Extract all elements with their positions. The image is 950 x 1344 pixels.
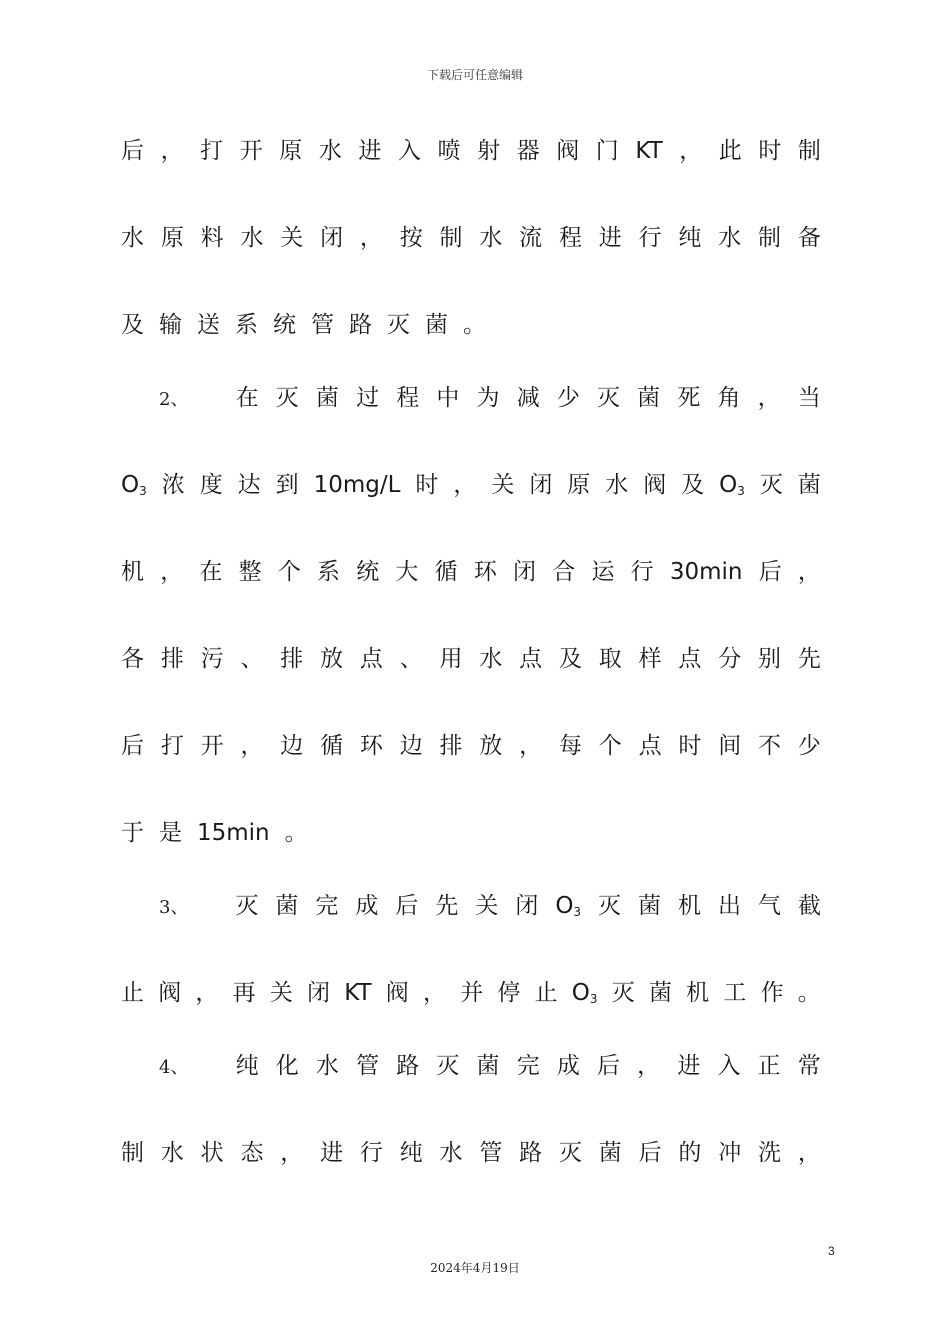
text-token: 当 bbox=[797, 385, 821, 411]
text-token: 灭 bbox=[436, 1053, 460, 1079]
text-token: 成 bbox=[355, 893, 379, 919]
text-line bbox=[121, 470, 821, 506]
text-token: ， bbox=[637, 1053, 661, 1079]
text-token: 后 bbox=[395, 893, 419, 919]
text-token: 个 bbox=[277, 559, 301, 585]
text-token: 水 bbox=[121, 225, 144, 251]
text-token: 统 bbox=[273, 312, 296, 338]
text-token: 到 bbox=[275, 472, 299, 498]
text-token: 后 bbox=[638, 1140, 662, 1166]
text-token: 先 bbox=[435, 893, 459, 919]
text-token: 原 bbox=[160, 225, 184, 251]
text-token: 后 bbox=[121, 138, 144, 164]
text-token: ， bbox=[240, 733, 264, 759]
text-token: 原 bbox=[279, 138, 303, 164]
text-token: 时 bbox=[678, 733, 702, 759]
text-token: 闭 bbox=[307, 980, 331, 1006]
text-token: ， bbox=[195, 980, 219, 1006]
text-token: 再 bbox=[232, 980, 256, 1006]
text-token: 输 bbox=[159, 312, 182, 338]
text-token: 点 bbox=[519, 646, 543, 672]
text-token: 及 bbox=[681, 472, 705, 498]
text-line bbox=[121, 731, 821, 761]
text-token: 气 bbox=[757, 893, 781, 919]
text-token: 灭 bbox=[387, 312, 410, 338]
text-token: 开 bbox=[200, 733, 224, 759]
ozone-symbol: $O_3$ bbox=[555, 893, 582, 919]
text-token: 及 bbox=[121, 312, 144, 338]
text-token: 浓 bbox=[161, 472, 185, 498]
text-token: ， bbox=[422, 980, 446, 1006]
text-token: 灭 bbox=[759, 472, 783, 498]
text-token: 个 bbox=[598, 733, 622, 759]
text-token: 并 bbox=[460, 980, 484, 1006]
text-token: 路 bbox=[349, 312, 372, 338]
text-line bbox=[121, 310, 821, 340]
text-token: 的 bbox=[678, 1140, 702, 1166]
text-token: 系 bbox=[317, 559, 341, 585]
text-token: 机 bbox=[678, 893, 702, 919]
text-token: 时 bbox=[758, 138, 782, 164]
text-token: 截 bbox=[797, 893, 821, 919]
text-token: 止 bbox=[121, 980, 144, 1006]
page-number: 3 bbox=[828, 1244, 835, 1258]
text-token: 关 bbox=[269, 980, 293, 1006]
text-token: 是 bbox=[159, 820, 182, 846]
text-token: 度 bbox=[199, 472, 223, 498]
text-token: ， bbox=[757, 385, 781, 411]
text-token: 水 bbox=[479, 646, 503, 672]
page-footer-date: 2024年4月19日 bbox=[430, 1261, 520, 1275]
text-token: 管 bbox=[479, 1140, 503, 1166]
text-token: 在 bbox=[199, 559, 223, 585]
text-token: 水 bbox=[479, 225, 503, 251]
text-token: 菌 bbox=[476, 1053, 500, 1079]
text-token: 阀 bbox=[556, 138, 580, 164]
text-token: 不 bbox=[758, 733, 781, 759]
text-token: 水 bbox=[605, 472, 629, 498]
ozone-symbol: $O_3$ bbox=[571, 980, 598, 1006]
text-token: 原 bbox=[567, 472, 591, 498]
text-token: 过 bbox=[356, 385, 380, 411]
text-token: 路 bbox=[519, 1140, 543, 1166]
text-line bbox=[121, 1138, 821, 1168]
text-token: 进 bbox=[677, 1053, 701, 1079]
text-token: ， bbox=[160, 559, 184, 585]
text-token: 正 bbox=[757, 1053, 781, 1079]
text-token: KT bbox=[344, 980, 372, 1006]
ozone-symbol: $O_3$ bbox=[719, 472, 745, 498]
text-token: 各 bbox=[121, 646, 144, 672]
text-line bbox=[121, 644, 821, 674]
text-token: 态 bbox=[240, 1140, 264, 1166]
text-token: 用 bbox=[439, 646, 463, 672]
text-line bbox=[121, 383, 821, 415]
text-token: 间 bbox=[718, 733, 742, 759]
text-token: 排 bbox=[160, 646, 184, 672]
text-token: 行 bbox=[359, 1140, 383, 1166]
text-token: 流 bbox=[519, 225, 543, 251]
text-token: 后 bbox=[121, 733, 144, 759]
text-token: 菌 bbox=[275, 893, 299, 919]
text-token: 运 bbox=[591, 559, 615, 585]
text-token: 阀 bbox=[158, 980, 182, 1006]
text-token: 射 bbox=[477, 138, 501, 164]
text-token: 纯 bbox=[399, 1140, 423, 1166]
text-token: 备 bbox=[797, 225, 821, 251]
text-token: 后 bbox=[597, 1053, 621, 1079]
text-token: ， bbox=[160, 138, 184, 164]
text-token: 灭 bbox=[597, 385, 621, 411]
text-token: ， bbox=[280, 1140, 304, 1166]
text-token: 冲 bbox=[718, 1140, 742, 1166]
text-token: 常 bbox=[797, 1053, 821, 1079]
page-header: 下载后可任意编辑 bbox=[426, 68, 523, 82]
text-token: 、 bbox=[399, 646, 423, 672]
text-token: 角 bbox=[717, 385, 741, 411]
text-token: 菌 bbox=[797, 472, 821, 498]
text-token: ， bbox=[359, 225, 383, 251]
text-token: 。 bbox=[797, 980, 821, 1006]
text-token: 少 bbox=[797, 733, 821, 759]
text-token: 污 bbox=[200, 646, 224, 672]
text-token: 环 bbox=[473, 559, 497, 585]
text-token: 点 bbox=[638, 733, 662, 759]
text-token: 制 bbox=[439, 225, 463, 251]
text-token: 此 bbox=[718, 138, 742, 164]
text-token: 减 bbox=[516, 385, 540, 411]
text-token: 程 bbox=[396, 385, 420, 411]
text-token: 先 bbox=[797, 646, 821, 672]
text-token: 排 bbox=[439, 733, 463, 759]
text-token: 关 bbox=[475, 893, 499, 919]
text-line bbox=[121, 557, 821, 587]
text-token: 进 bbox=[358, 138, 382, 164]
text-token: 送 bbox=[197, 312, 220, 338]
text-token: 进 bbox=[320, 1140, 344, 1166]
text-token: 排 bbox=[280, 646, 304, 672]
text-token: 点 bbox=[359, 646, 383, 672]
text-token: 达 bbox=[237, 472, 261, 498]
text-token: 及 bbox=[558, 646, 582, 672]
text-token: 统 bbox=[356, 559, 380, 585]
list-number: 4、 bbox=[159, 1057, 189, 1078]
text-token: 进 bbox=[598, 225, 622, 251]
text-line bbox=[121, 1051, 821, 1083]
text-token: 中 bbox=[436, 385, 460, 411]
text-token: 管 bbox=[356, 1053, 380, 1079]
text-token: 完 bbox=[315, 893, 339, 919]
text-line bbox=[121, 978, 821, 1014]
list-number: 3、 bbox=[159, 897, 189, 918]
text-token: 30min bbox=[669, 559, 743, 585]
text-token: 开 bbox=[239, 138, 263, 164]
text-token: 每 bbox=[558, 733, 582, 759]
text-token: 水 bbox=[718, 225, 742, 251]
text-token: 于 bbox=[121, 820, 144, 846]
text-line bbox=[121, 136, 821, 166]
text-token: 系 bbox=[235, 312, 258, 338]
text-token: 。 bbox=[463, 312, 486, 338]
text-token: ， bbox=[797, 1140, 821, 1166]
text-token: 菌 bbox=[637, 385, 661, 411]
text-token: 为 bbox=[476, 385, 500, 411]
text-token: KT bbox=[635, 138, 663, 164]
text-token: 打 bbox=[160, 733, 184, 759]
text-token: ， bbox=[797, 559, 821, 585]
text-line bbox=[121, 223, 821, 253]
text-token: 灭 bbox=[275, 385, 299, 411]
text-token: 行 bbox=[638, 225, 662, 251]
text-token: 、 bbox=[240, 646, 264, 672]
text-token: 制 bbox=[121, 1140, 144, 1166]
text-token: 别 bbox=[758, 646, 781, 672]
text-token: 菌 bbox=[638, 893, 662, 919]
text-token: 纯 bbox=[235, 1053, 259, 1079]
ozone-symbol: $O_3$ bbox=[121, 472, 147, 498]
text-token: 灭 bbox=[235, 893, 259, 919]
text-token: 边 bbox=[280, 733, 304, 759]
text-token: 按 bbox=[399, 225, 423, 251]
text-token: 样 bbox=[638, 646, 662, 672]
text-token: 在 bbox=[235, 385, 259, 411]
text-token: 10mg/L bbox=[313, 472, 401, 498]
text-token: 状 bbox=[200, 1140, 224, 1166]
text-token: 分 bbox=[718, 646, 742, 672]
text-token: 止 bbox=[534, 980, 558, 1006]
text-token: 洗 bbox=[758, 1140, 781, 1166]
text-token: 水 bbox=[160, 1140, 184, 1166]
text-token: 水 bbox=[315, 1053, 339, 1079]
text-token: 灭 bbox=[611, 980, 635, 1006]
text-token: 制 bbox=[758, 225, 781, 251]
text-token: 纯 bbox=[678, 225, 702, 251]
text-token: 取 bbox=[598, 646, 622, 672]
text-token: 工 bbox=[723, 980, 747, 1006]
text-token: 闭 bbox=[513, 559, 537, 585]
text-token: 闭 bbox=[529, 472, 553, 498]
text-token: 整 bbox=[238, 559, 262, 585]
text-token: 化 bbox=[275, 1053, 299, 1079]
text-line bbox=[121, 818, 821, 848]
text-token: 停 bbox=[497, 980, 521, 1006]
text-token: 循 bbox=[434, 559, 458, 585]
text-token: 少 bbox=[556, 385, 580, 411]
text-token: 放 bbox=[320, 646, 344, 672]
text-token: 程 bbox=[558, 225, 582, 251]
text-token: 作 bbox=[760, 980, 784, 1006]
text-token: 门 bbox=[595, 138, 619, 164]
text-token: 死 bbox=[677, 385, 701, 411]
text-token: 机 bbox=[686, 980, 710, 1006]
text-token: 时 bbox=[415, 472, 439, 498]
text-token: 闭 bbox=[320, 225, 344, 251]
text-token: 料 bbox=[200, 225, 224, 251]
text-token: 水 bbox=[240, 225, 264, 251]
text-token: 阀 bbox=[643, 472, 667, 498]
text-token: 循 bbox=[320, 733, 344, 759]
text-token: 打 bbox=[200, 138, 224, 164]
text-token: 合 bbox=[552, 559, 576, 585]
text-token: 关 bbox=[280, 225, 304, 251]
text-token: 大 bbox=[395, 559, 419, 585]
text-token: 水 bbox=[439, 1140, 463, 1166]
text-token: 机 bbox=[121, 559, 144, 585]
text-token: 管 bbox=[311, 312, 334, 338]
text-token: ， bbox=[679, 138, 703, 164]
text-token: 成 bbox=[556, 1053, 580, 1079]
text-token: ， bbox=[453, 472, 477, 498]
text-token: 边 bbox=[399, 733, 423, 759]
list-number: 2、 bbox=[159, 389, 189, 410]
text-token: 阀 bbox=[385, 980, 409, 1006]
text-token: 水 bbox=[318, 138, 342, 164]
text-token: 放 bbox=[479, 733, 503, 759]
text-token: 制 bbox=[797, 138, 821, 164]
text-token: 菌 bbox=[425, 312, 448, 338]
text-token: 点 bbox=[678, 646, 702, 672]
text-token: 灭 bbox=[558, 1140, 582, 1166]
text-token: 入 bbox=[717, 1053, 741, 1079]
text-token: 入 bbox=[397, 138, 421, 164]
text-token: 菌 bbox=[315, 385, 339, 411]
text-token: 喷 bbox=[437, 138, 461, 164]
text-token: 出 bbox=[718, 893, 741, 919]
text-token: 后 bbox=[758, 559, 782, 585]
text-token: 灭 bbox=[598, 893, 622, 919]
text-token: ， bbox=[519, 733, 543, 759]
text-token: 器 bbox=[516, 138, 540, 164]
text-token: 15min bbox=[197, 820, 270, 846]
text-token: 菌 bbox=[598, 1140, 622, 1166]
text-token: 闭 bbox=[515, 893, 539, 919]
text-token: 关 bbox=[491, 472, 515, 498]
text-token: 路 bbox=[396, 1053, 420, 1079]
text-token: 。 bbox=[284, 820, 308, 846]
text-token: 菌 bbox=[648, 980, 672, 1006]
text-token: 行 bbox=[630, 559, 654, 585]
text-line bbox=[121, 891, 821, 927]
text-token: 完 bbox=[516, 1053, 540, 1079]
text-token: 环 bbox=[359, 733, 383, 759]
